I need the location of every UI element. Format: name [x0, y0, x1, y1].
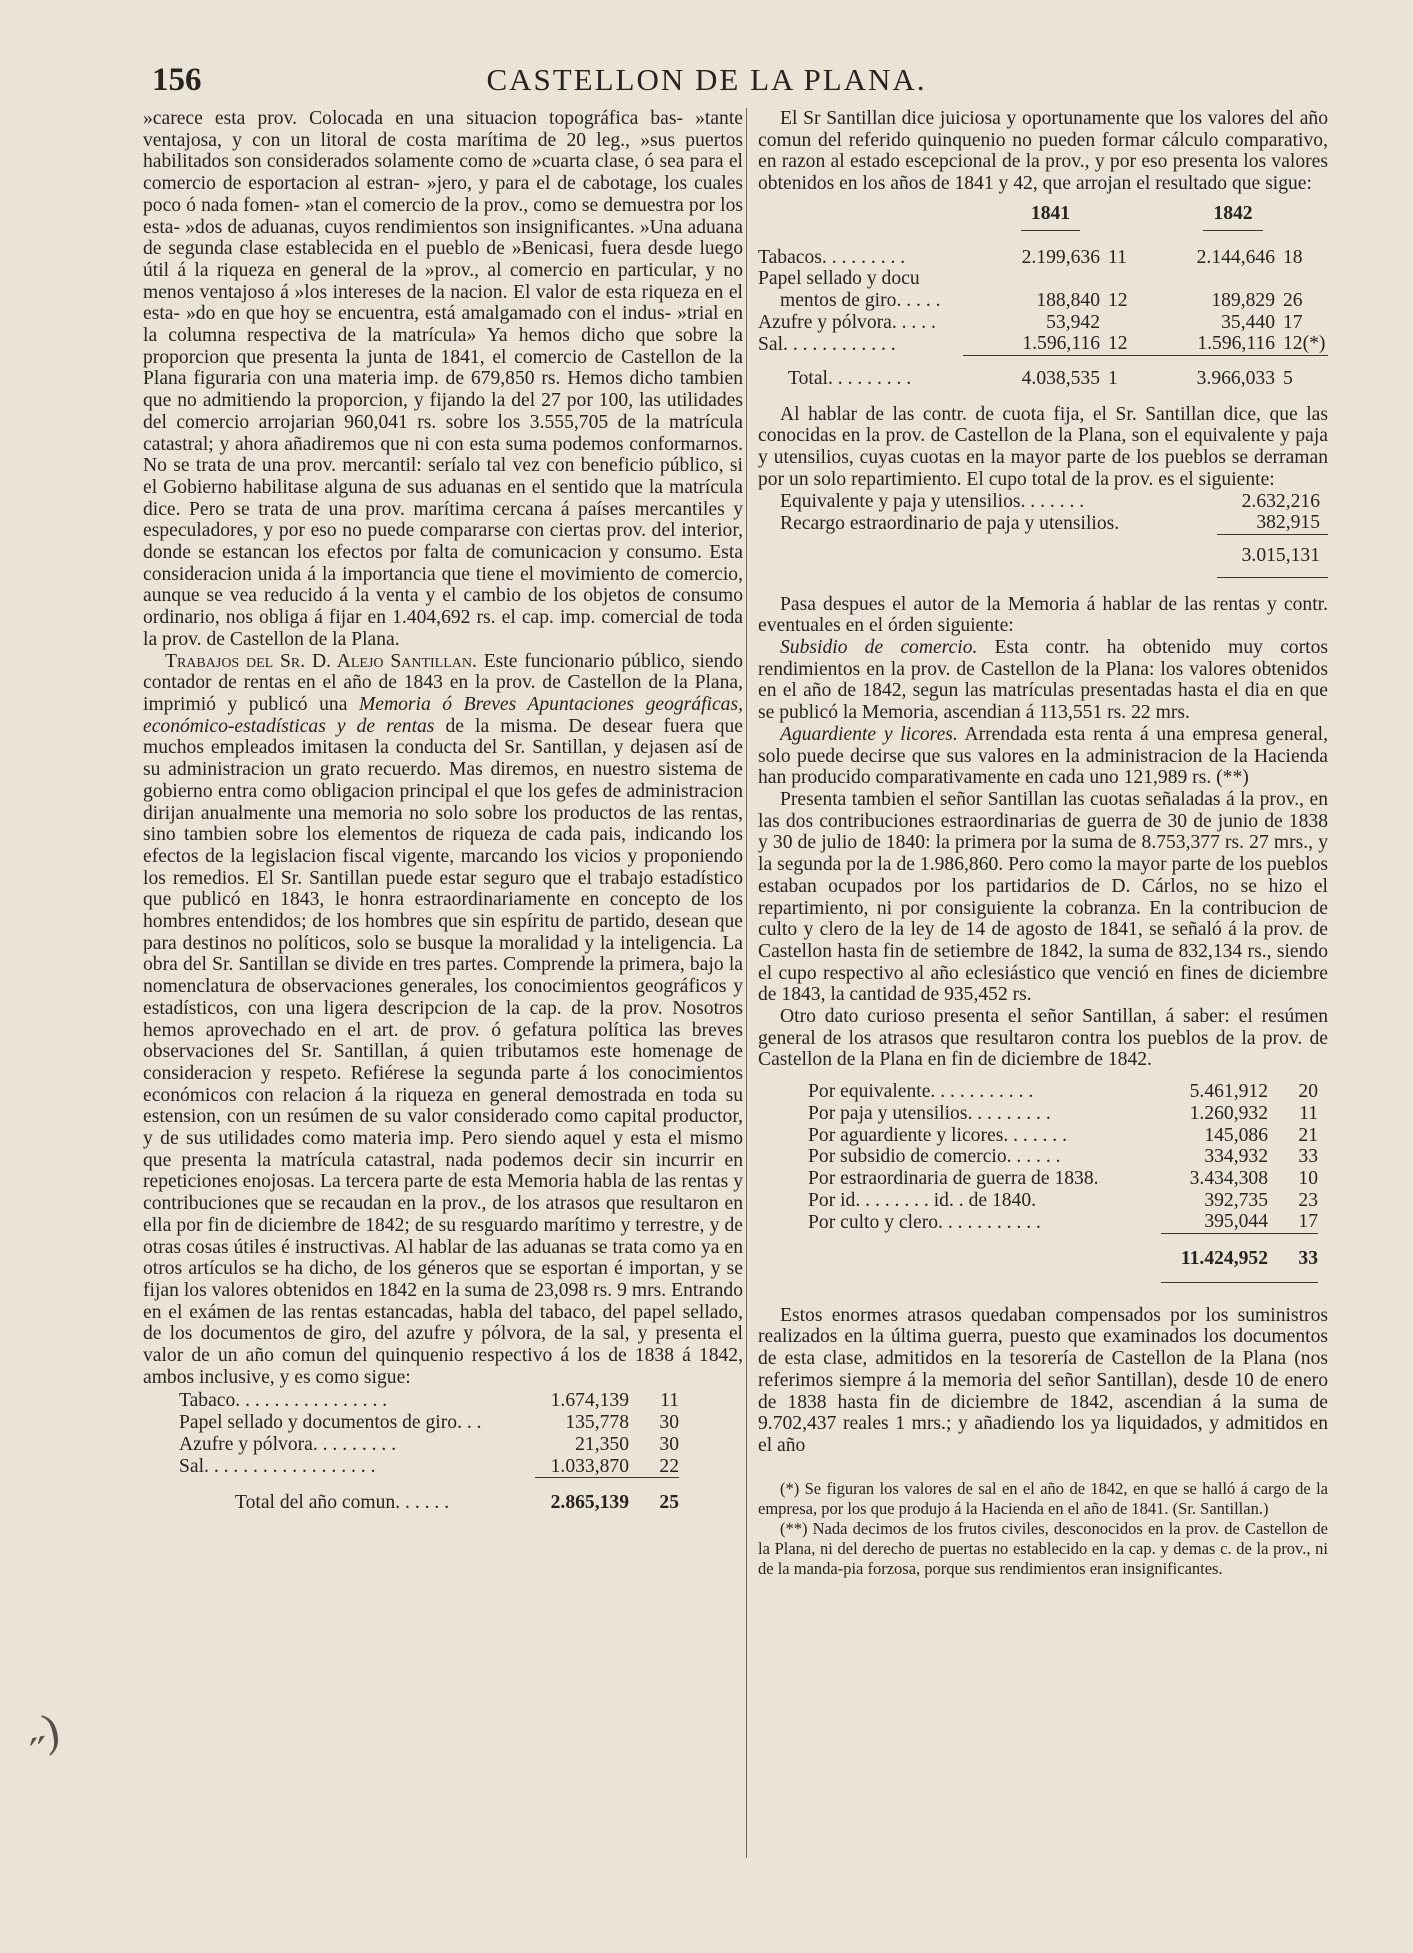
paragraph: Subsidio de comercio. Esta contr. ha obtenido muy cortos rendimientos en la prov. de Castellon de la Plana: los valores obtenidos en el año de 1842, segun las matrículas presentadas hasta el dia en que se publicó la Memoria, ascendian á 113,551 rs. 22 mrs.	[758, 637, 1328, 724]
margin-mark: ˶)	[23, 1703, 64, 1760]
table-total-row: Total del año comun. . . . . . 2.865,139 25	[179, 1478, 679, 1514]
paragraph: Otro dato curioso presenta el señor Santillan, á saber: el resúmen general de los atrasos que resultaron contra los pueblos de la prov. de Castellon de la Plana en fin de diciembre de 1842.	[758, 1006, 1328, 1071]
table-total-row: Total. . . . . . . . . 4.038,535 1 3.966,033 5	[758, 356, 1328, 390]
footnotes	[758, 1479, 1328, 1579]
table-row: Papel sellado y docu	[758, 268, 920, 290]
table-total-row: 11.424,952 33	[808, 1234, 1318, 1283]
table-row: Azufre y pólvora. . . . . . . . . 21,350 30	[179, 1433, 679, 1455]
table-row: Tabacos. . . . . . . . . 2.199,636 11 2.144,646 18	[758, 246, 1303, 268]
paragraph: Aguardiente y licores. Arrendada esta renta á una empresa general, solo puede decirse que sus valores en la administracion de la Hacienda han producido comparativamente en cada uno 121,989 rs. (**)	[758, 723, 1329, 789]
paragraph: El Sr Santillan dice juiciosa y oportunamente que los valores del año comun del referido quinquenio no pueden formar cálculo comparativo, en razon al estado escepcional de la prov., y por eso presenta los valores obtenidos en los años de 1841 y 42, que arrojan el resultado que sigue:	[758, 108, 1328, 195]
footnote: (**) Nada decimos de los frutos civiles, desconocidos en la prov. de Castellon de la Plana, ni del derecho de puertas no establecido en la cap. y demas c. de la prov., ni de la manda-pia forzosa, porque sus rendimientos eran insignificantes.	[758, 1518, 1328, 1578]
table-header-row	[758, 203, 1328, 239]
table-row: Por aguardiente y licores. . . . . . . 145,086 21	[808, 1124, 1318, 1146]
table-row: Por estraordinaria de guerra de 1838. 3.434,308 10	[808, 1167, 1318, 1189]
table-row: Papel sellado y documentos de giro. . . 135,778 30	[179, 1412, 679, 1434]
arrears-table	[808, 1081, 1318, 1283]
footnote: (*) Se figuran los valores de sal en el año de 1842, en que se halló á cargo de la empresa, por los que produjo á la Hacienda en el año de 1841. (Sr. Santillan.)	[758, 1478, 1328, 1518]
running-head: CASTELLON DE LA PLANA.	[486, 62, 927, 97]
paragraph: Estos enormes atrasos quedaban compensados por los suministros realizados en la última guerra, puesto que examinados los documentos de esta clase, admitidos en la tesorería de Castellon de la Plana (nos referimos siempre á la memoria del señor Santillan), desde 10 de enero de 1838 hasta fin de diciembre de 1842, ascendian á la suma de 9.702,437 reales 1 mrs.; y añadiendo los ya liquidados, y admitidos en el año	[758, 1304, 1328, 1456]
page-header	[0, 60, 1413, 104]
table-row: Recargo estraordinario de paja y utensilios. 382,915	[780, 512, 1320, 534]
table-row: Por id. . . . . . . . id. . de 1840. 392,735 23	[808, 1189, 1318, 1211]
table-row: Sal. . . . . . . . . . . . 1.596,116 12 1.596,116 12(*)	[758, 333, 1326, 355]
left-column	[143, 108, 743, 1514]
table-row: Por equivalente. . . . . . . . . . . 5.461,912 20	[808, 1081, 1318, 1103]
year-header: 1842	[1203, 203, 1262, 231]
year-header: 1841	[1021, 203, 1080, 231]
section-heading: Trabajos del Sr. D. Alejo Santillan.	[165, 650, 477, 672]
table-row: Azufre y pólvora. . . . . 53,942 35,440 17	[758, 311, 1303, 333]
table-row: Por culto y clero. . . . . . . . . . . 395,044 17	[808, 1211, 1318, 1233]
quota-table	[780, 491, 1328, 578]
table-row: Por subsidio de comercio. . . . . . 334,932 33	[808, 1146, 1318, 1168]
right-column	[758, 108, 1328, 1579]
table-row: Tabaco. . . . . . . . . . . . . . . . 1.674,139 11	[179, 1390, 679, 1412]
table-row: mentos de giro. . . . . 188,840 12 189,829 26	[780, 289, 1303, 311]
table-row: Por paja y utensilios. . . . . . . . . 1.260,932 11	[808, 1102, 1318, 1124]
subsection-heading: Aguardiente y licores.	[780, 723, 958, 745]
book-title: Memoria ó Breves Apuntaciones geográficas, económico-estadísticas y de rentas	[143, 693, 743, 737]
quinquennium-table	[179, 1390, 679, 1514]
table-row: Equivalente y paja y utensilios. . . . . . . 2.632,216	[780, 490, 1320, 512]
paragraph: Al hablar de las contr. de cuota fija, el Sr. Santillan dice, que las conocidas en la prov. de Castellon de la Plana, son el equivalente y paja y utensilios, cuyas cuotas en la mayor parte de los pueblos se derraman por un solo repartimiento. El cupo total de la prov. es el siguiente:	[758, 403, 1328, 490]
table-row: Sal. . . . . . . . . . . . . . . . . . 1.033,870 22	[179, 1455, 679, 1478]
paragraph: Presenta tambien el señor Santillan las cuotas señaladas á la prov., en las dos contribuciones estraordinarias de guerra de 30 de junio de 1838 y 30 de julio de 1840: la primera por la suma de 8.753,377 rs. 27 mrs., y la segunda por la de 1.986,860. Pero como la mayor parte de los pueblos estaban ocupados por los partidarios de D. Cárlos, no se hizo el repartimiento, ni por consiguiente la cobranza. En la contribucion de culto y clero de la ley de 14 de agosto de 1841, se señaló á la prov. de Castellon hasta fin de setiembre de 1842, la suma de 832,134 rs., siendo el cupo respectivo al año eclesiástico que venció en fines de diciembre de 1843, la cantidad de 935,452 rs.	[758, 788, 1328, 1006]
subsection-heading: Subsidio de comercio.	[780, 637, 978, 659]
page-number: 156	[152, 62, 202, 98]
paragraph: Trabajos del Sr. D. Alejo Santillan. Este funcionario público, siendo contador de rentas en el año de 1843 en la prov. de Castellon de la Plana, imprimió y publicó una Memoria ó Breves Apuntaciones geográficas, económico-estadísticas y de rentas de la misma. De desear fuera que muchos empleados imitasen la conducta del Sr. Santillan, y dejasen así de su administracion un grato recuerdo. Mas diremos, en nuestro sistema de gobierno entra como obligacion principal el que los gefes de administracion dirijan anualmente una memoria no solo sobre los productos de las rentas, sino tambien sobre los elementos de riqueza de cada pais, indicando los efectos de la legislacion fiscal vigente, marcando los vicios y proponiendo los remedios. El Sr. Santillan puede estar seguro que el trabajo estadístico que publicó en 1843, le honra estraordinariamente en concepto de los hombres entendidos; de los hombres que sin espíritu de partido, desean que para destinos no políticos, solo se busque la moralidad y la inteligencia. La obra del Sr. Santillan se divide en tres partes. Comprende la primera, bajo la nomenclatura de observaciones generales, los conocimientos geográficos y estadísticos, con una ligera descripcion de la cap. de la prov. Nosotros hemos aprovechado en el art. de prov. ó gefatura política las breves observaciones del Sr. Santillan, á quien tributamos este homenage de consideracion y respeto. Refiérese la segunda parte á los conocimientos económicos con relacion á la riqueza en general demostrada en toda su estension, con un resúmen de su valor considerado como capital productor, y de sus utilidades como materia imp. Pero siendo aquel y esta el mismo que presenta la matrícula catastral, nada podemos decir sin incurrir en repeticiones enojosas. La tercera parte de esta Memoria habla de las rentas y contribuciones que se recaudan en la prov., de los atrasos que resultaron en ella por fin de diciembre de 1842; de su resguardo marítimo y terrestre, y de otras cosas útiles é instructivas. Al hablar de las aduanas se trata como ya en otros artículos se ha dicho, de los géneros que se esportan é importan, y se fijan los valores obtenidos en 1842 en la suma de 23,098 rs. 9 mrs. Entrando en el exámen de las rentas estancadas, habla del tabaco, del papel sellado, de los documentos de giro, del azufre y pólvora, de la sal, y presenta el valor de un año comun del quinquenio respectivo á los de 1838 á 1842, ambos inclusive, y es como sigue:	[143, 650, 743, 1388]
paragraph: Pasa despues el autor de la Memoria á hablar de las rentas y contr. eventuales en el órden siguiente:	[758, 593, 1328, 637]
column-divider	[746, 108, 747, 1858]
table-total-row: 3.015,131	[780, 534, 1328, 577]
paragraph: »carece esta prov. Colocada en una situacion topográfica bas- »tante ventajosa, y con un litoral de costa marítima de 20 leg., »sus puertos habilitados son considerados solamente como de »cuarta clase, ó sea para el comercio de esportacion al estran- »jero, y para el de cabotage, los cuales poco ó nada fomen- »tan el comercio de la prov., como se demuestra por los esta- »dos de aduanas, cuyos rendimientos son insignificantes. »Una aduana de segunda clase establecida en el pueblo de »Benicasi, fuera desde luego útil á la riqueza en general de la »prov., al comercio en particular, y no menos ventajoso á »los intereses de la nacion. El valor de esta riqueza en el esta- »do en que hoy se encuentra, está amalgamado con el indus- »trial en la columna respectiva de la matrícula» Ya hemos dicho que sobre la proporcion que presenta la junta de 1841, el comercio de Castellon de la Plana figuraria con una materia imp. de 679,850 rs. Hemos dicho tambien que no admitiendo la proporcion, y fijando la del 27 por 100, las utilidades del comercio arrojarian 960,041 rs. sobre los 3.555,705 de la matrícula catastral; y ahora añadiremos que ni con esta suma podemos conformarnos. No se trata de una prov. mercantil: seríalo tal vez con beneficio público, si el Gobierno habilitase alguna de sus aduanas en el sentido que la matrícula dice. Pero se trata de una prov. marítima cercana á países mercantiles y especuladores, y por eso no puede compararse con ciertas prov. del interior, donde se estancan los efectos por falta de comunicacion y consumo. Esta consideracion unida á la importancia que tiene el movimiento de comercio, aunque se vea reducido á la venta y el cambio de los objetos de consumo ordinario, nos obliga á fijar en 1.404,692 rs. el cap. imp. comercial de toda la prov. de Castellon de la Plana.	[143, 108, 743, 650]
yearly-values-table	[758, 203, 1328, 390]
